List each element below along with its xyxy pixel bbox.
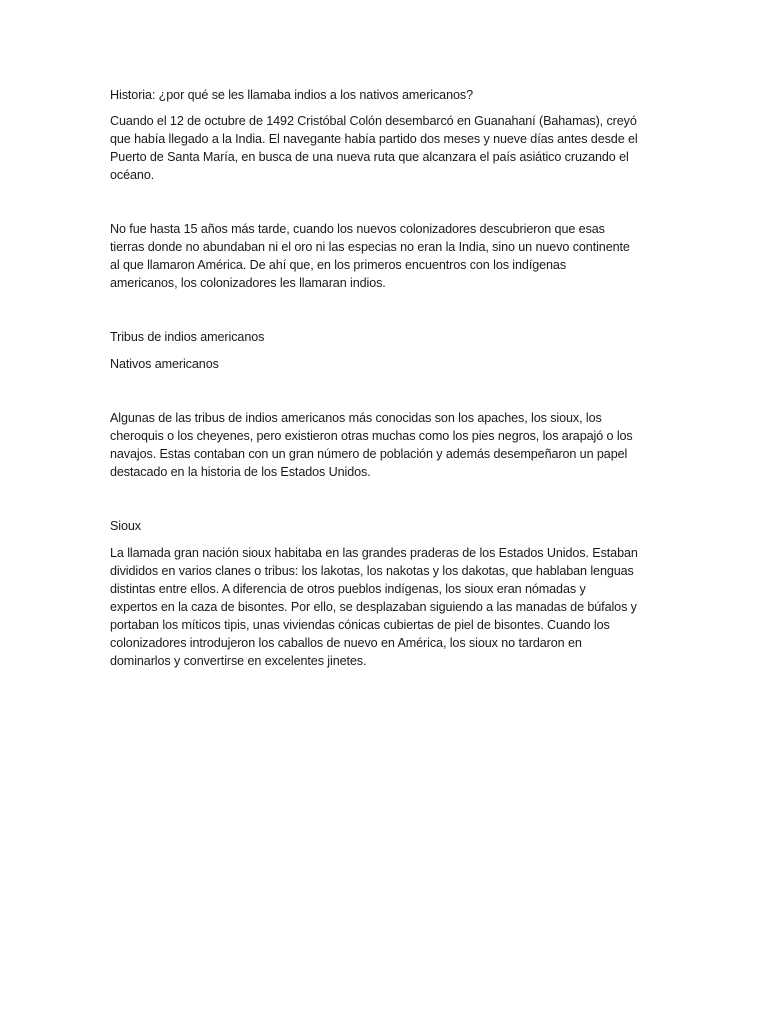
- paragraph-tribus: Algunas de las tribus de indios americanos más conocidas son los apaches, los sioux, los cheroquis o los cheyenes, pero existieron otras muchas como los pies negros, los arapajó o los navajos. Estas contaban con un gran número de población y además desempeñaron un papel destacado en la historia de los Estados Unidos.: [110, 411, 633, 479]
- paragraph-colon: Cuando el 12 de octubre de 1492 Cristóbal Colón desembarcó en Guanahaní (Bahamas), creyó que había llegado a la India. El navegante había partido dos meses y nueve días antes desde el Puerto de Santa María, en busca de una nueva ruta que alcanzara el país asiático cruzando el océano.: [110, 114, 638, 182]
- document-title: Historia: ¿por qué se les llamaba indios a los nativos americanos?: [110, 88, 473, 102]
- paragraph-sioux: La llamada gran nación sioux habitaba en las grandes praderas de los Estados Unidos. Estaban divididos en varios clanes o tribus: los lakotas, los nakotas y los dakotas, que hablaban lenguas distintas entre ellos. A diferencia de otros pueblos indígenas, los sioux eran nómadas y expertos en la caza de bisontes. Por ello, se desplazaban siguiendo a las manadas de búfalos y portaban los míticos tipis, unas viviendas cónicas cubiertas de piel de bisontes. Cuando los colonizadores introdujeron los caballos de nuevo en América, los sioux no tardaron en dominarlos y convertirse en excelentes jinetes.: [110, 546, 638, 668]
- heading-tribus: Tribus de indios americanos: [110, 330, 265, 344]
- paragraph-america: No fue hasta 15 años más tarde, cuando los nuevos colonizadores descubrieron que esas tierras donde no abundaban ni el oro ni las especias no eran la India, sino un nuevo continente al que llamaron América. De ahí que, en los primeros encuentros con los indígenas americanos, los colonizadores les llamaran indios.: [110, 222, 630, 290]
- heading-sioux: Sioux: [110, 519, 142, 533]
- heading-nativos: Nativos americanos: [110, 357, 219, 371]
